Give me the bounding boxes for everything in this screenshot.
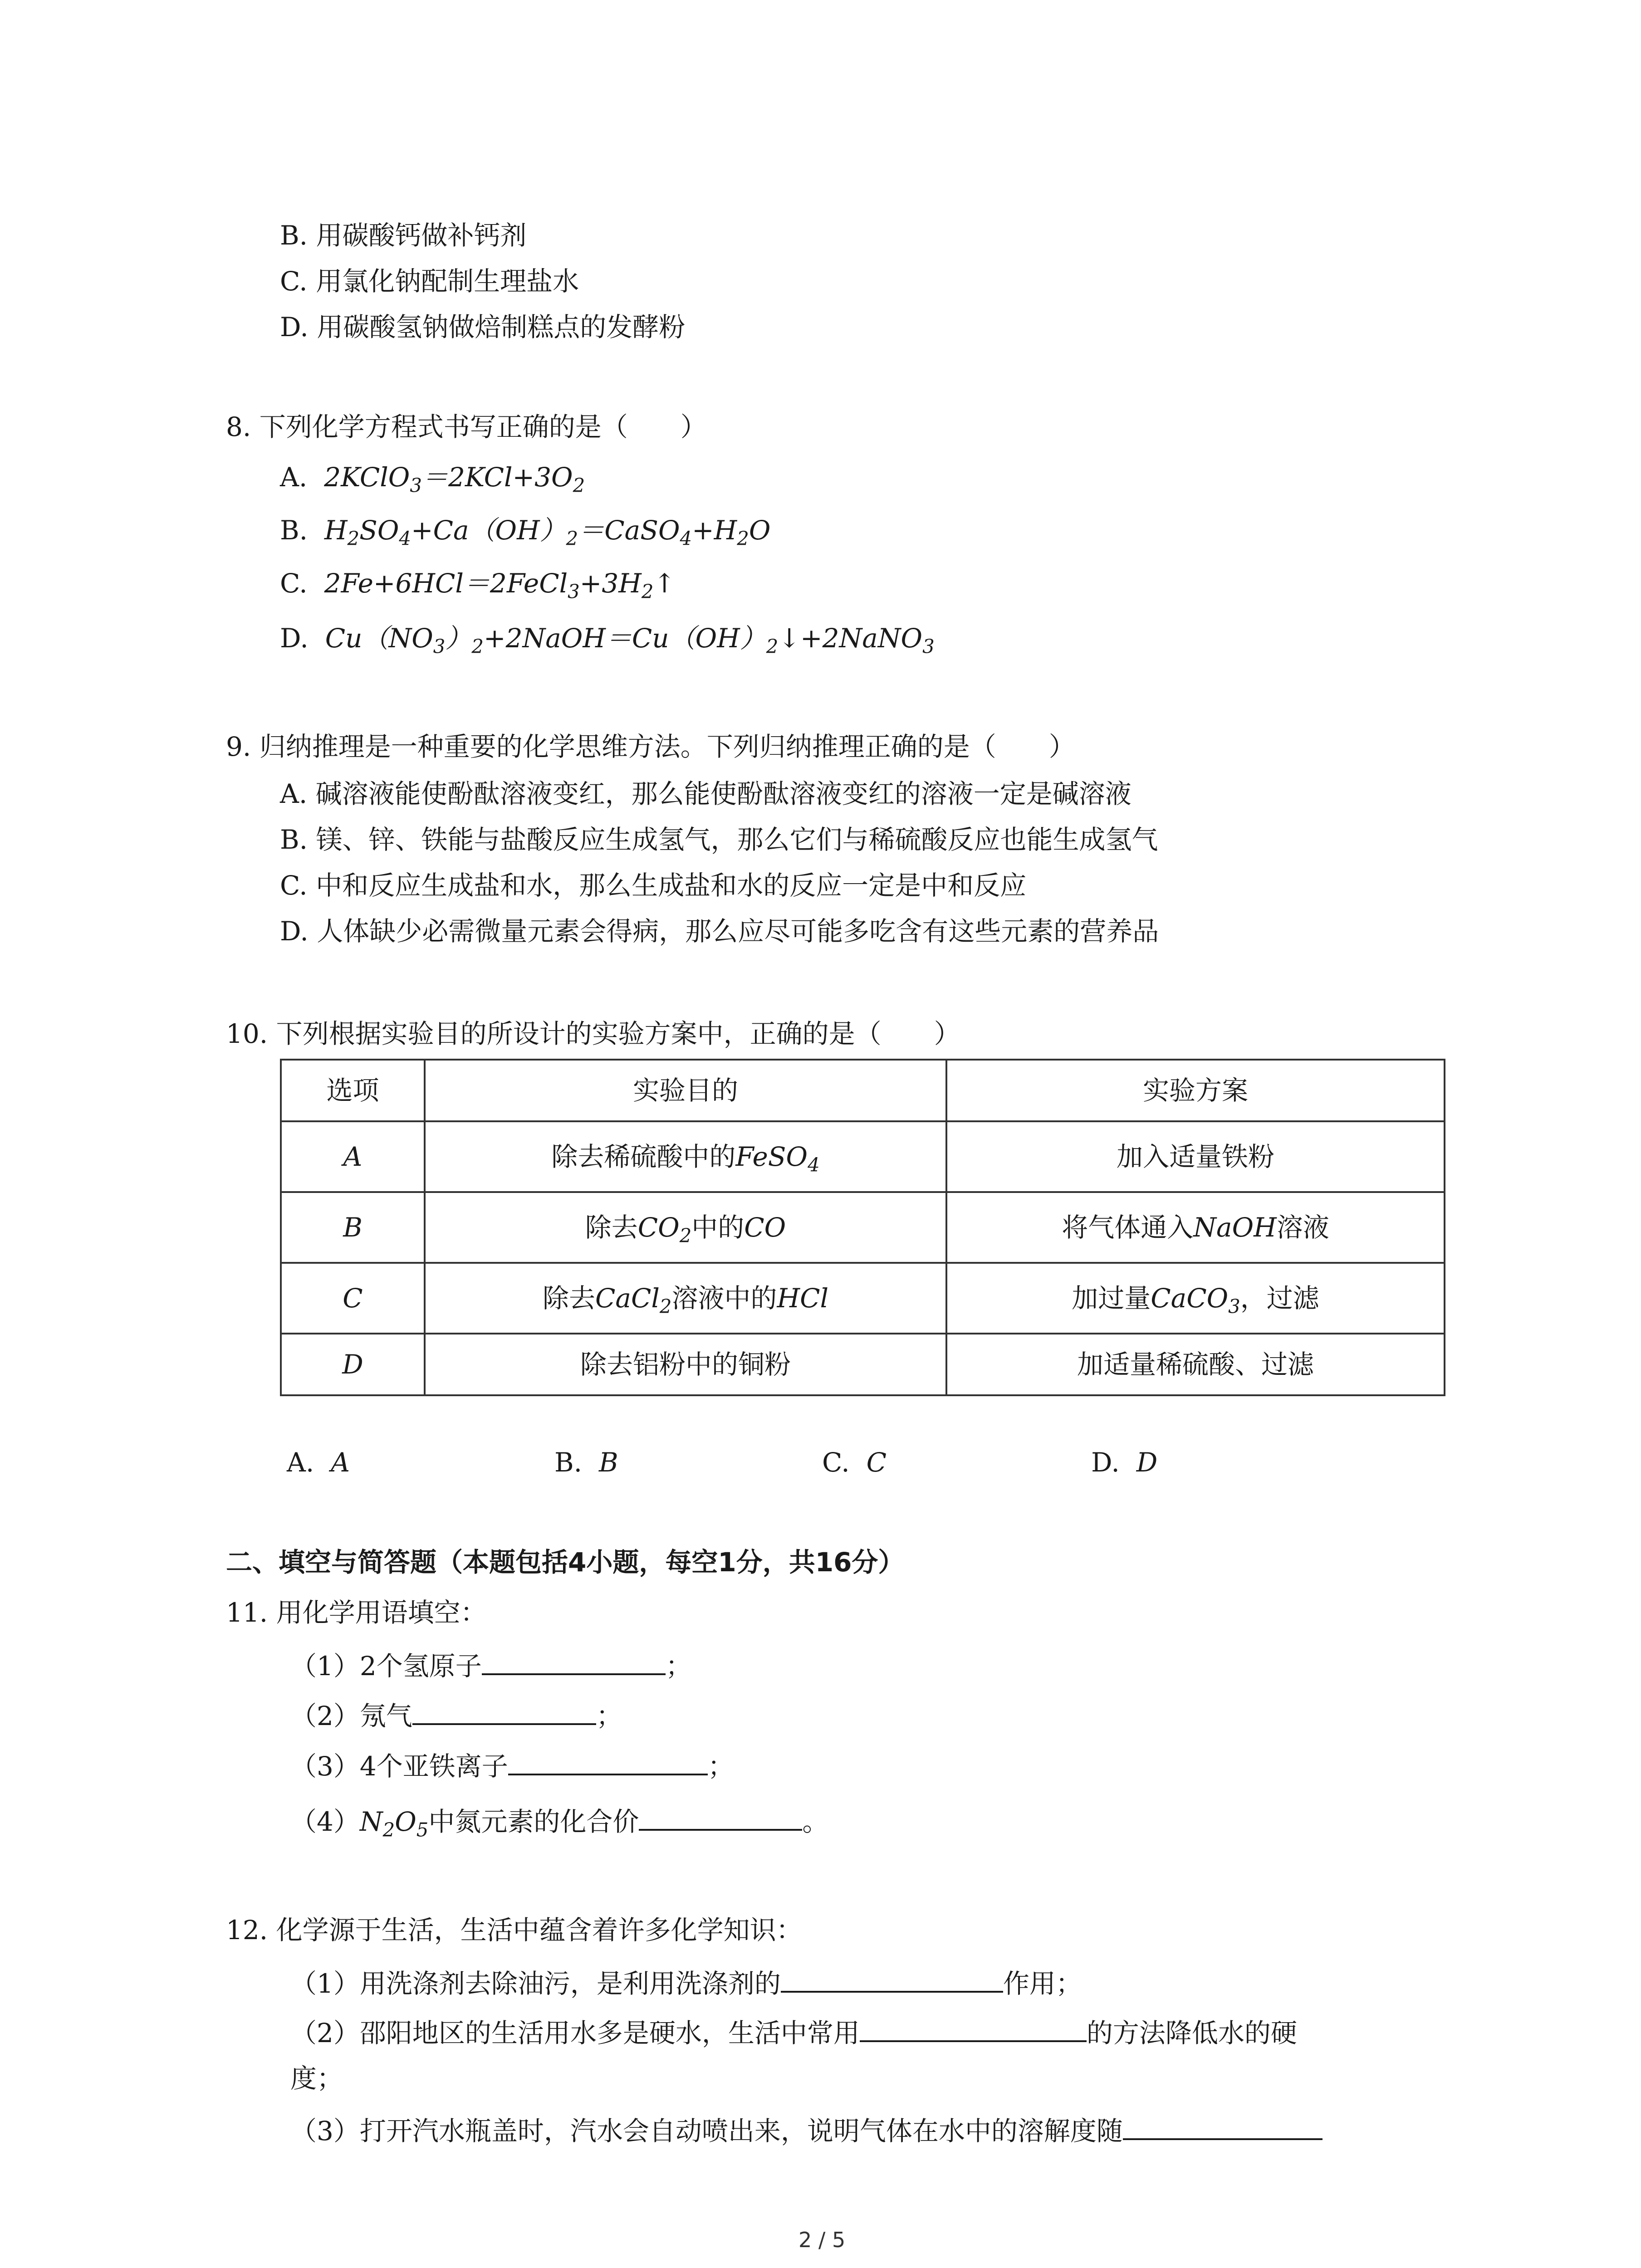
row-plan: 加过量CaCO$_3$，过滤	[946, 1263, 1445, 1334]
table-header-row	[281, 1060, 1445, 1121]
q9-option-a: A. 碱溶液能使酚酞溶液变红，那么能使酚酞溶液变红的溶液一定是碱溶液	[280, 778, 1132, 809]
q11-part2: （2）氖气 ；	[290, 1701, 622, 1731]
q12-part3: （3）打开汽水瓶盖时，汽水会自动喷出来，说明气体在水中的溶解度随	[290, 2115, 1323, 2144]
table-row	[281, 1192, 1445, 1263]
q10-stem: 10. 下列根据实验目的所设计的实验方案中，正确的是（ ）	[226, 1018, 960, 1049]
answer-blank[interactable]	[781, 1967, 1003, 1993]
q8-option-c: C. $2Fe+6HCl=2FeCl_3+3H_2↑$	[280, 568, 676, 603]
section-title: 二、填空与简答题（本题包括4小题，每空1分，共16分）	[226, 1547, 905, 1578]
experiment-table	[280, 1059, 1445, 1396]
q11-stem: 11. 用化学用语填空：	[226, 1597, 487, 1628]
q11-part1: （1）2个氢原子 ；	[290, 1651, 692, 1681]
q9-option-d: D. 人体缺少必需微量元素会得病，那么应尽可能多吃含有这些元素的营养品	[280, 916, 1159, 947]
q7-option-b: B. 用碳酸钙做补钙剂	[280, 220, 527, 251]
answer-blank[interactable]	[639, 1805, 802, 1831]
header-option: 选项	[281, 1060, 425, 1121]
page-number: 2 / 5	[798, 2228, 846, 2252]
q12-stem: 12. 化学源于生活，生活中蕴含着许多化学知识：	[226, 1915, 803, 1945]
q11-part4: $(4)N_2O_5$中氮元素的化合价 。	[290, 1806, 829, 1841]
row-purpose: 除去铝粉中的铜粉	[425, 1334, 946, 1395]
q9-option-b: B. 镁、锌、铁能与盐酸反应生成氢气，那么它们与稀硫酸反应也能生成氢气	[280, 824, 1158, 855]
row-option: A	[281, 1121, 425, 1192]
q8-option-d: D. $Cu(NO_3)_2+2NaOH=Cu(OH)_2↓+2NaNO_3$	[280, 623, 935, 658]
q12-part1: （1）用洗涤剂去除油污，是利用洗涤剂的 作用；	[290, 1968, 1082, 1999]
row-plan: 加适量稀硫酸、过滤	[946, 1334, 1445, 1395]
header-plan: 实验方案	[946, 1060, 1445, 1121]
q8-option-b: B. $H_2SO_4+Ca(OH)_2=CaSO_4+H_2O$	[280, 515, 771, 550]
header-purpose: 实验目的	[425, 1060, 946, 1121]
q12-part2: （2）邵阳地区的生活用水多是硬水，生活中常用 的方法降低水的硬	[290, 2018, 1297, 2048]
q10-answer-a: A. A	[287, 1447, 350, 1478]
answer-blank[interactable]	[508, 1750, 708, 1775]
row-purpose: 除去CaCl$_2$溶液中的HCl	[425, 1263, 946, 1334]
row-plan: 加入适量铁粉	[946, 1121, 1445, 1192]
answer-blank[interactable]	[1123, 2115, 1323, 2140]
row-option: B	[281, 1192, 425, 1263]
table-row	[281, 1263, 1445, 1334]
row-purpose: 除去$CO_2$中的CO	[425, 1192, 946, 1263]
row-option: D	[281, 1334, 425, 1395]
q9-option-c: C. 中和反应生成盐和水，那么生成盐和水的反应一定是中和反应	[280, 870, 1027, 901]
row-plan: 将气体通入NaOH溶液	[946, 1192, 1445, 1263]
q10-answer-d: D. D	[1091, 1447, 1158, 1478]
answer-blank[interactable]	[860, 2017, 1087, 2042]
row-option: C	[281, 1263, 425, 1334]
answer-blank[interactable]	[482, 1650, 666, 1675]
answer-blank[interactable]	[412, 1700, 596, 1725]
q7-option-d: D. 用碳酸氢钠做焙制糕点的发酵粉	[280, 312, 686, 342]
q9-stem: 9. 归纳推理是一种重要的化学思维方法。下列归纳推理正确的是（ ）	[226, 731, 1075, 762]
q7-option-c: C. 用氯化钠配制生理盐水	[280, 266, 579, 297]
q8-option-a: A. $2KClO_3=2KCl+3O_2$	[280, 462, 585, 497]
q10-answer-c: C. C	[822, 1447, 887, 1478]
q10-answer-b: B. B	[554, 1447, 618, 1478]
table-row	[281, 1121, 1445, 1192]
q8-stem: 8. 下列化学方程式书写正确的是（ ）	[226, 411, 707, 442]
q11-part3: （3）4个亚铁离子 ；	[290, 1751, 734, 1782]
table-row	[281, 1334, 1445, 1395]
row-purpose: 除去稀硫酸中的FeSO$_4$	[425, 1121, 946, 1192]
q12-part2-continued: 度；	[290, 2063, 343, 2094]
